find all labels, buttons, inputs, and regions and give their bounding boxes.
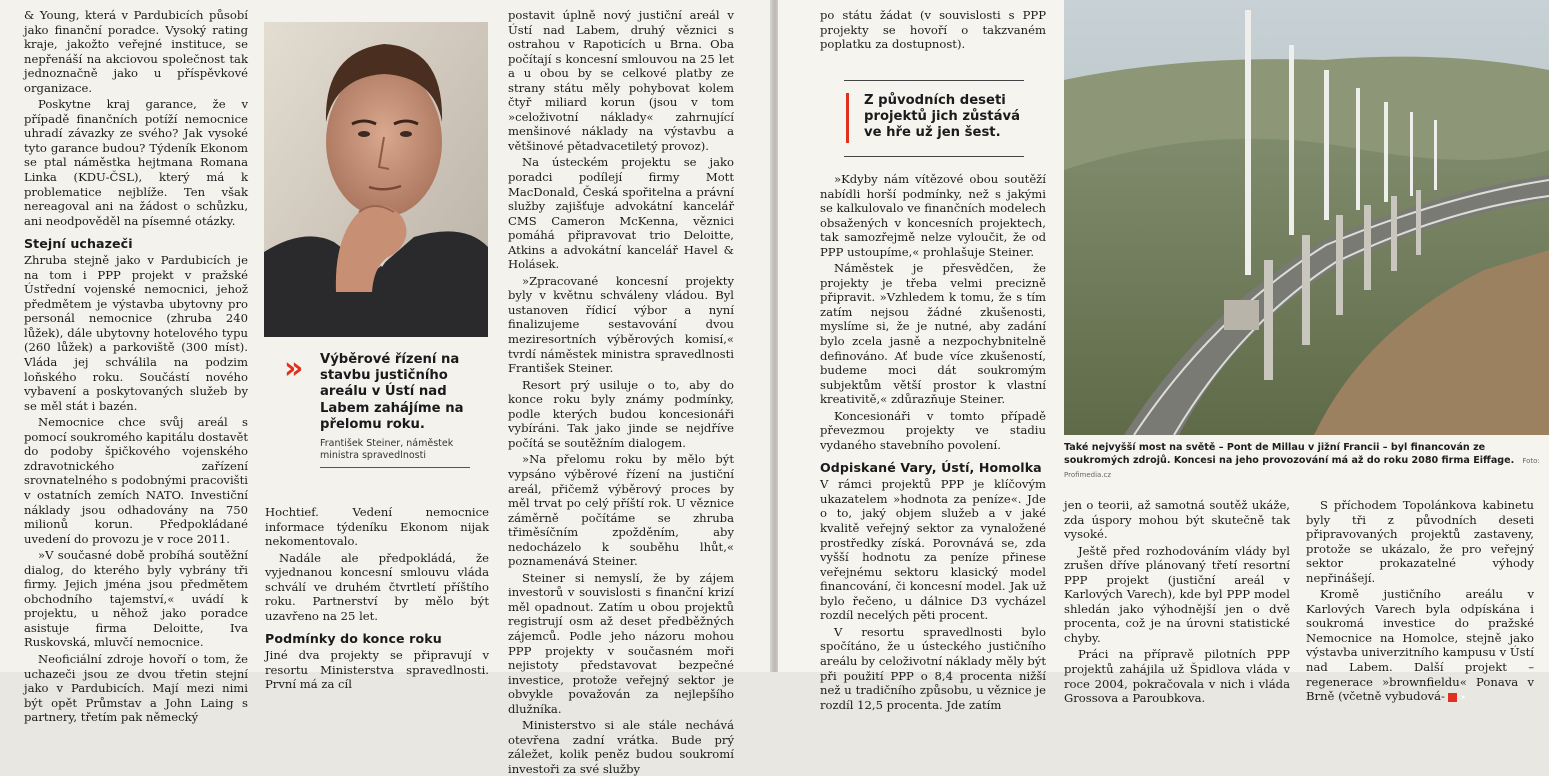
photo-credit: Foto: Profimedia.cz [1064,457,1540,479]
subheading: Odpiskané Vary, Ústí, Homolka [820,460,1042,476]
paragraph: »Na přelomu roku by mělo být vypsáno výběrové řízení na justiční areál, přičemž výběrový proces by měl trvat po celý příští rok. U věznice záměrně počítáme se zhruba třiměsíčním zpožděním, aby nedocházelo k souběhu lhůt,« poznamenává Steiner. [508,452,734,569]
paragraph: V resortu spravedlnosti bylo spočítáno, že u ústeckého justičního areálu by celoživotní náklady měly být při použití PPP o 8,4 procenta nižší než u tradičního způsobu, u věznice je rozdíl 12,5 procenta. Jde zatím [820,624,1046,712]
paragraph: Hochtief. Vedení nemocnice informace týdeníku Ekonom nijak nekomentovalo. [265,505,489,549]
right-column-2 [1064,498,1290,706]
paragraph: Poskytne kraj garance, že v případě finančních potíží nemocnice uhradí závazky ze svého? Jak vysoké tyto garance budou? Týdeník Ekonom se ptal náměstka hejtmana Romana Linka (KDU-ČSL), který má k problematice nejblíže. Ten však nereagoval ani na žádost o schůzku, ani neodpověděl na písemné otázky. [24,97,248,228]
paragraph [1306,587,1534,703]
paragraph: Práci na přípravě pilotních PPP projektů zahájila už Špidlova vláda v roce 2004, pokračovala v nich i vláda Grossova a Paroubkova. [1064,647,1290,706]
paragraph: Zhruba stejně jako v Pardubicích je na tom i PPP projekt v pražské Ústřední vojenské nemocnici, jehož předmětem je výstavba ubytovny pro personál nemocnice (zhruba 240 lůžek), dále ubytovny hotelového typu (260 lůžek) a parkoviště (300 míst). Vláda jej schválila na podzim loňského roku. Součástí nového vybavení a poskytovaných služeb by se měl stát i bazén. [24,253,248,413]
paragraph: Ministerstvo si ale stále nechává otevřena zadní vrátka. Bude prý záležet, kolik peněz budou soukromí investoři za své služby [508,718,734,776]
paragraph-text: Kromě justičního areálu v Karlových Varech byla odpískána i soukromá investice do pražské Nemocnice na Homolce, stejně jako výstavba univerzitního kampusu v Ústí nad Labem. Další projekt – regenerace »brownfieldu« Ponava v Brně (včetně vybudová- [1306,587,1534,704]
left-page [0,0,772,776]
caption-text: Také nejvyšší most na světě – Pont de Millau v jižní Francii – byl financován ze soukromých zdrojů. Koncesi na jeho provozování má až do roku 2080 firma Eiffage. [1064,442,1515,466]
divider [844,156,1024,157]
pull-quote [284,352,474,468]
pull-quote-author: František Steiner, náměstek ministra spravedlnosti [320,438,454,461]
paragraph: postavit úplně nový justiční areál v Ústí nad Labem, druhý věznici s ostrahou v Rapoticích u Brna. Oba počítají s koncesní smlouvou na 25 let a u obou by se celkové platby ze strany státu měly pohybovat kolem čtyř miliard korun (jsou v tom »celoživotní náklady« zahrnující menšinové náklady na výstavbu a většinové pětadvacetiletý provoz). [508,8,734,153]
paragraph: Náměstek je přesvědčen, že projekty je třeba velmi precizně připravit. »Vzhledem k tomu, že s tím zatím nejsou žádné zkušenosti, myslíme si, že je nutné, aby zadání bylo zcela jasně a nezpochybnitelně definováno. Ať bude více zkušeností, budeme moci dát soukromým subjektům větší prostor k vlastní kreativitě,« zdůrazňuje Steiner. [820,261,1046,407]
continue-arrow-icon: ▸ [1448,693,1457,702]
paragraph: »V současné době probíhá soutěžní dialog, do kterého byly vybrány tři firmy. Jejich jména jsou předmětem obchodního tajemství,« uvádí k projektu, u něhož jako poradce asistuje firma Deloitte, Iva Ruskovská, mluvčí nemocnice. [24,548,248,650]
pull-quote-text: Z původních deseti projektů jich zůstává ve hře už jen šest. [864,93,1020,141]
paragraph: Na ústeckém projektu se jako poradci podílejí firmy Mott MacDonald, Česká spořitelna a právní služby zajišťuje advokátní kancelář CMS Cameron McKenna, věznici pomáhá připravovat trio Deloitte, Atkins a advokátní kancelář Havel & Holásek. [508,155,734,272]
paragraph: Koncesionáři v tomto případě převezmou projekty ve stadiu vydaného stavebního povolení. [820,408,1046,452]
paragraph: jen o teorii, až samotná soutěž ukáže, zda úspory mohou být skutečně tak vysoké. [1064,498,1290,542]
paragraph: »Zpracované koncesní projekty byly v květnu schváleny vládou. Byl ustanoven řídicí výbor a nyní finalizujeme sestavování dvou meziresortních výběrových komisí,« tvrdí náměstek ministra spravedlnosti František Steiner. [508,273,734,376]
paragraph: V rámci projektů PPP je klíčovým ukazatelem »hodnota za peníze«. Jde o to, jaký objem služeb a v jaké kvalitě veřejný sektor za vynaložené prostředky získá. Porovnává se, zda vyšší hodnotu za peníze přinese veřejnému sektoru klasický model financování, či koncesní model. Jak už bylo řečeno, u dálnice D3 vycházel rozdíl necelých pěti procent. [820,477,1046,623]
left-column-3 [508,8,734,776]
right-column-3 [1306,498,1534,704]
paragraph: Ještě před rozhodováním vlády byl zrušen dříve plánovaný třetí resortní PPP projekt (justiční areál v Karlových Varech), kde byl PPP model shledán jako výhodnější jen o dvě procenta, což je na úrovni statistické chyby. [1064,543,1290,645]
subheading: Podmínky do konce roku [265,631,442,647]
paragraph: po státu žádat (v souvislosti s PPP projekty se hovoří o takzvaném poplatku za dostupnost). [820,8,1046,52]
pull-quote-text: Výběrové řízení na stavbu justičního areálu v Ústí nad Labem zahájíme na přelomu roku. [320,352,464,432]
chevron-quote-icon: » [284,351,304,386]
pull-quote-right [844,80,1024,157]
paragraph: Steiner si nemyslí, že by zájem investorů v souvislosti s finanční krizí měl opadnout. Zatím u obou projektů registrují osm až deset předběžných zájemců. Podle jeho názoru mohou PPP projekty v současném moři nejistoty představovat bezpečné investice, protože veřejný sektor je obvykle považován za nejlepšího dlužníka. [508,570,734,716]
paragraph: Jiné dva projekty se připravují v resortu Ministerstva spravedlnosti. První má za cíl [265,648,489,692]
subheading: Stejní uchazeči [24,236,133,252]
paragraph: Resort prý usiluje o to, aby do konce roku byly známy podmínky, podle kterých budou koncesionáři vybíráni. Tak jako jinde se nejdříve počítá se soutěžním dialogem. [508,377,734,450]
paragraph: »Kdyby nám vítězové obou soutěží nabídli horší podmínky, než s jakými se kalkulovalo ve finančních modelech obsažených v koncesních projektech, tak samozřejmě nelze vyloučit, že od PPP ustoupíme,« prohlašuje Steiner. [820,172,1046,259]
divider [844,80,1024,81]
right-column-1-top [820,8,1046,68]
right-column-1 [820,172,1046,712]
paragraph: Neoficiální zdroje hovoří o tom, že uchazeči jsou ze dvou třetin stejní jako v Pardubicích. Mají mezi nimi být opět Průmstav a John Laing s partnery, třetím pak německý [24,651,248,725]
bridge-photo [1064,0,1549,435]
paragraph: Nemocnice chce svůj areál s pomocí soukromého kapitálu dostavět do podoby špičkového vojenského zdravotnického zařízení srovnatelného s podobnými pracovišti v ostatních zemích NATO. Investiční náklady jsou odhadovány na 750 milionů korun. Předpokládané uvedení do provozu je v roce 2011. [24,415,248,546]
portrait-photo [264,22,488,337]
left-column-2 [265,505,489,692]
photo-caption [1064,441,1544,482]
paragraph: & Young, která v Pardubicích působí jako finanční poradce. Vysoký rating kraje, jakožto veřejné instituce, se nepřenáší na akciovou společnost tak jednoznačně jako u příspěvkové organizace. [24,8,248,95]
paragraph: Nadále ale předpokládá, že vyjednanou koncesní smlouvu vláda schválí ve druhém čtvrtletí příštího roku. Partnerství by mělo být uzavřeno na 25 let. [265,550,489,623]
quote-bar-icon [846,93,849,143]
left-column-1 [24,8,248,725]
divider [320,467,470,468]
paragraph: S příchodem Topolánkova kabinetu byly tři z původních deseti připravovaných projektů zastaveny, protože se ukázalo, že pro veřejný sektor prokazatelné výhody nepřinášejí. [1306,498,1534,585]
